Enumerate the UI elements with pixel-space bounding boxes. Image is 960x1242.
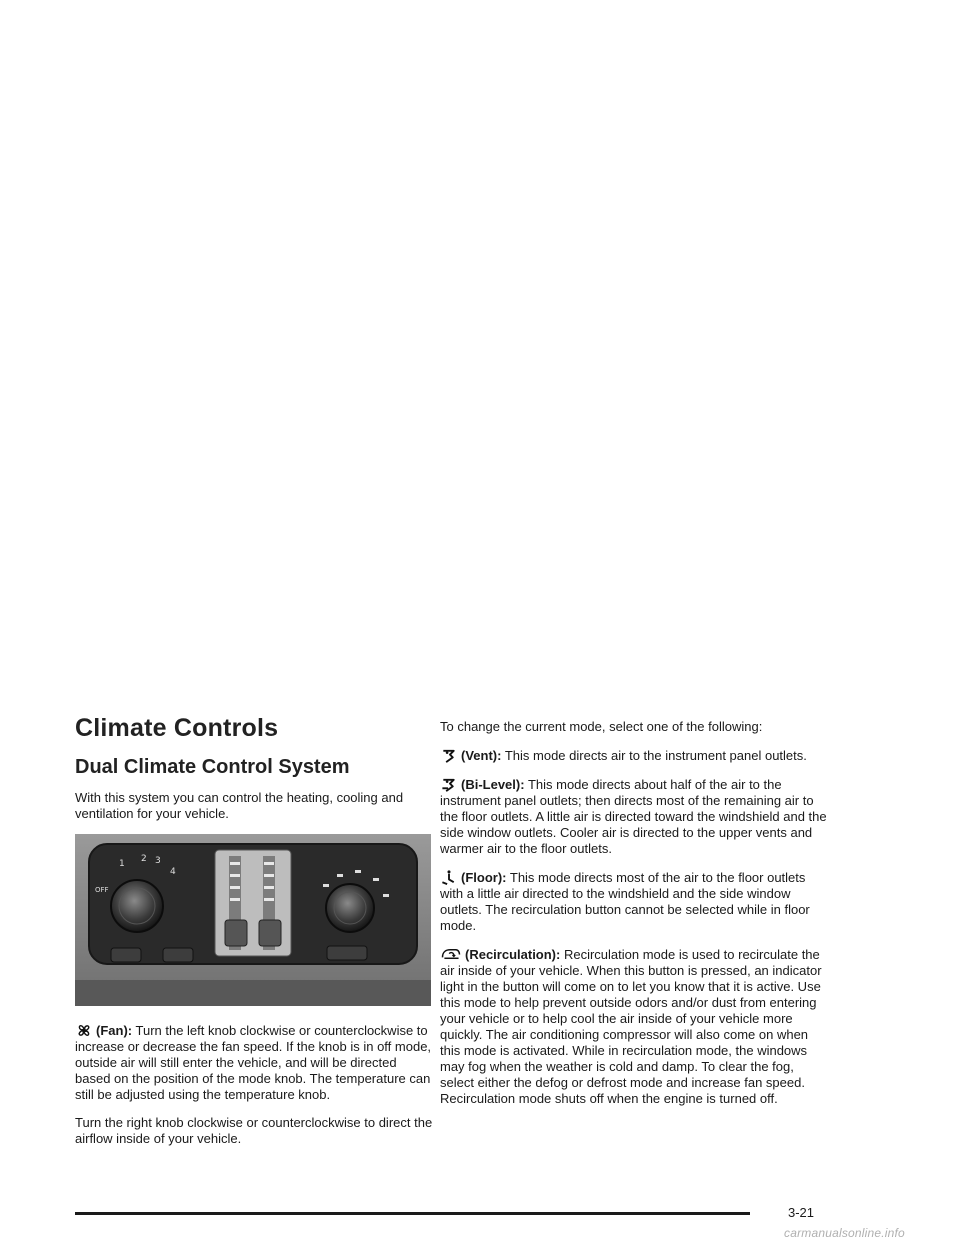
bi-level-mode-paragraph (440, 776, 830, 857)
climate-control-panel-photo (75, 834, 431, 1006)
recirculation-icon (440, 946, 462, 963)
vent-term: (Vent): (461, 748, 502, 763)
fan-off-label: OFF (95, 886, 109, 894)
fan-speed-label: 4 (170, 867, 176, 877)
fan-term: (Fan): (96, 1023, 133, 1038)
page-number: 3-21 (788, 1205, 815, 1220)
fan-speed-label: 3 (155, 856, 161, 866)
bi-level-icon (440, 776, 458, 793)
vent-icon (440, 747, 458, 764)
vent-text: This mode directs air to the instrument panel outlets. (504, 748, 807, 763)
fan-speed-label: 1 (119, 859, 125, 869)
mode-intro: To change the current mode, select one of the following: (440, 719, 763, 734)
fan-paragraph (75, 1022, 435, 1103)
bi-level-text: This mode directs about half of the air to the instrument panel outlets; then directs most of the remaining air to the floor outlets. A little air is directed toward the windshield and the side window outlets. Cooler air is directed to the upper vents and warmer air to the floor outlets. (440, 777, 827, 856)
recirculation-mode-paragraph (440, 946, 830, 1107)
fan-text: Turn the left knob clockwise or counterclockwise to increase or decrease the fan speed. If the knob is in off mode, outside air will still enter the vehicle, and will be directed based on the position of the mode knob. The temperature can still be adjusted using the temperature knob. (75, 1023, 432, 1102)
floor-icon (440, 869, 458, 886)
right-column (440, 719, 830, 1119)
page-title: Climate Controls (75, 714, 279, 742)
floor-text: This mode directs most of the air to the floor outlets with a little air directed to the windshield and the side window outlets. The recirculation button cannot be selected while in floor mode. (440, 870, 810, 933)
recirculation-text: Recirculation mode is used to recirculate the air inside of your vehicle. When this button is pressed, an indicator light in the button will come on to let you know that it is active. Use this mode to help prevent outside odors and/or dust from entering your vehicle or to help cool the air inside of your vehicle more quickly. The air conditioning compressor will also come on when this mode is activated. While in recirculation mode, the windows may fog when the weather is cold and damp. To clear the fog, select either the defog or defrost mode and increase fan speed. Recirculation mode shuts off when the engine is turned off. (440, 947, 822, 1106)
recirculation-term: (Recirculation): (465, 947, 561, 962)
section-title: Dual Climate Control System (75, 756, 350, 778)
vent-mode-paragraph (440, 747, 830, 764)
floor-term: (Floor): (461, 870, 507, 885)
intro-paragraph: With this system you can control the heating, cooling and ventilation for your vehicle. (75, 790, 404, 821)
bi-level-term: (Bi-Level): (461, 777, 525, 792)
fan-speed-label: 2 (141, 854, 147, 864)
right-knob-paragraph: Turn the right knob clockwise or counterclockwise to direct the airflow inside of your vehicle. (75, 1115, 433, 1146)
footer-rule (75, 1212, 750, 1215)
watermark: carmanualsonline.info (784, 1226, 905, 1240)
left-column (75, 714, 435, 1159)
floor-mode-paragraph (440, 869, 830, 934)
fan-icon (75, 1022, 93, 1039)
